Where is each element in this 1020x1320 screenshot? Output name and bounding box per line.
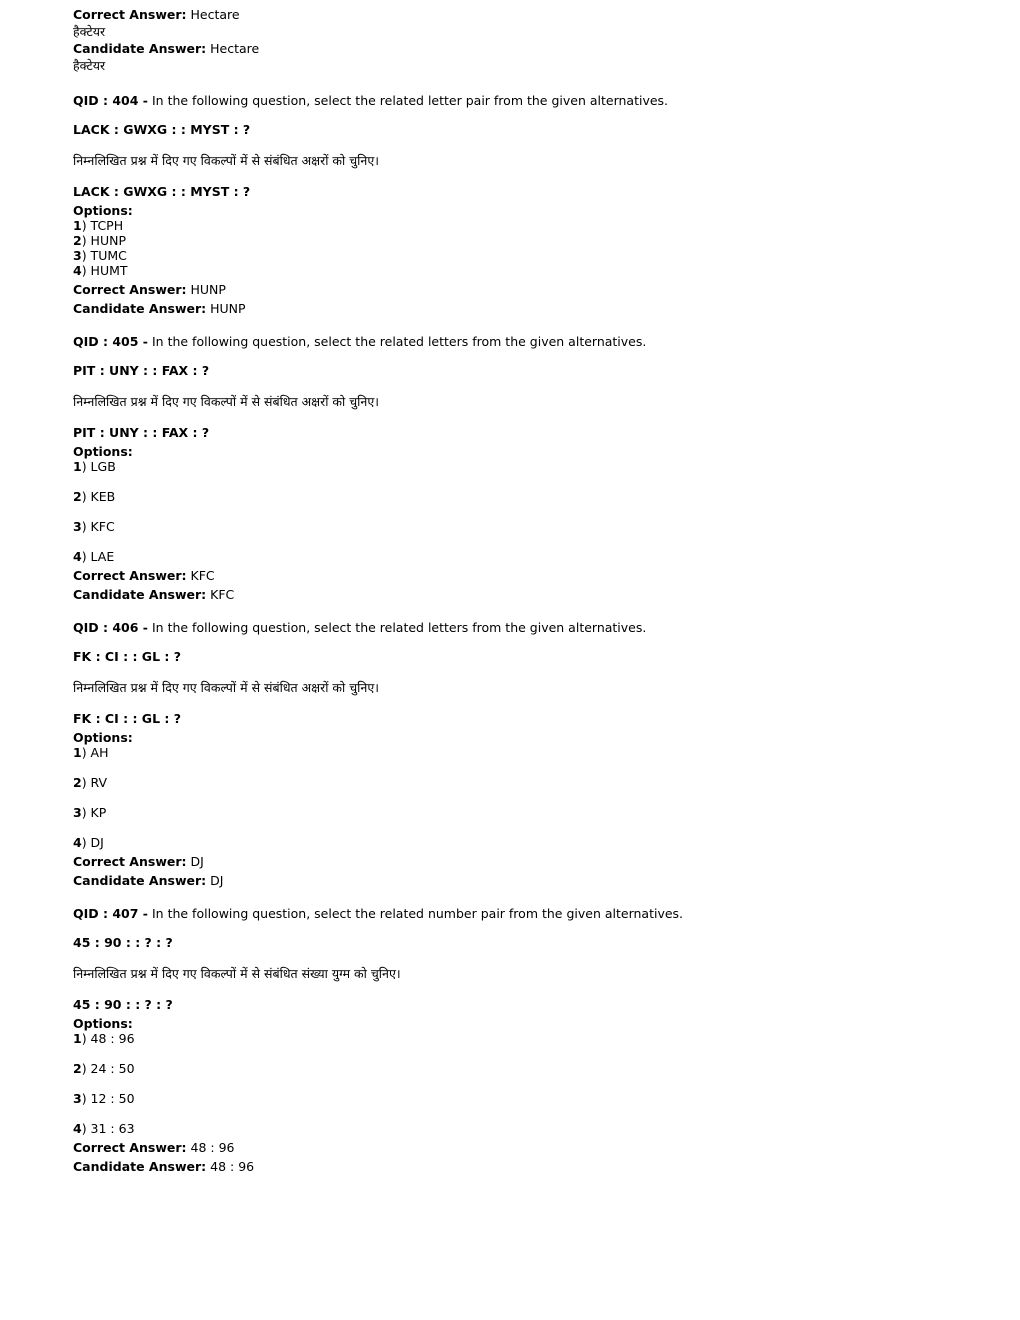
correct-answer-value: DJ — [190, 854, 204, 869]
options-label: Options: — [73, 1016, 133, 1031]
correct-answer-value: Hectare — [190, 7, 240, 22]
option-text: ) KP — [81, 805, 107, 820]
question-pattern: LACK : GWXG : : MYST : ? — [73, 122, 251, 137]
option-item — [73, 519, 973, 534]
question-pattern: PIT : UNY : : FAX : ? — [73, 363, 210, 378]
option-item — [73, 1031, 973, 1046]
option-text: ) 24 : 50 — [81, 1061, 135, 1076]
correct-answer-value: HUNP — [190, 282, 226, 297]
option-number: 1 — [73, 459, 82, 474]
candidate-answer-hindi: हैक्टेयर — [73, 58, 106, 73]
option-number: 3 — [73, 805, 82, 820]
correct-answer-line — [73, 854, 973, 869]
candidate-answer-value: DJ — [210, 873, 224, 888]
option-text: ) KFC — [81, 519, 115, 534]
option-number: 4 — [73, 835, 82, 850]
option-text: ) 48 : 96 — [81, 1031, 135, 1046]
question-header — [73, 334, 973, 349]
question-header — [73, 906, 973, 921]
qid-label: QID : 404 - — [73, 93, 148, 108]
option-number: 2 — [73, 1061, 82, 1076]
candidate-answer-line — [73, 301, 973, 316]
option-number: 1 — [73, 1031, 82, 1046]
correct-answer-label: Correct Answer: — [73, 282, 187, 297]
question-block — [73, 620, 973, 888]
question-text: In the following question, select the related letters from the given alternatives. — [151, 334, 647, 349]
option-item — [73, 805, 973, 820]
correct-answer-line — [73, 282, 973, 297]
question-hindi: निम्नलिखित प्रश्न में दिए गए विकल्पों में से संबंधित संख्या युग्म को चुनिए। — [73, 966, 401, 981]
question-text: In the following question, select the related letters from the given alternatives. — [151, 620, 647, 635]
question-text: In the following question, select the related number pair from the given alternatives. — [151, 906, 684, 921]
candidate-answer-label: Candidate Answer: — [73, 587, 207, 602]
candidate-answer-label: Candidate Answer: — [73, 41, 207, 56]
candidate-answer-label: Candidate Answer: — [73, 1159, 207, 1174]
correct-answer-label: Correct Answer: — [73, 854, 187, 869]
option-number: 2 — [73, 233, 82, 248]
question-pattern: FK : CI : : GL : ? — [73, 649, 181, 664]
question-block — [73, 906, 973, 1174]
option-text: ) TUMC — [81, 248, 127, 263]
option-item — [73, 1061, 973, 1076]
option-item — [73, 1091, 973, 1106]
candidate-answer-line — [73, 41, 973, 56]
document — [73, 7, 973, 1174]
option-text: ) 12 : 50 — [81, 1091, 135, 1106]
options-label: Options: — [73, 444, 133, 459]
qid-label: QID : 405 - — [73, 334, 148, 349]
question-block — [73, 334, 973, 602]
option-text: ) LGB — [81, 459, 116, 474]
option-text: ) KEB — [81, 489, 116, 504]
candidate-answer-line — [73, 873, 973, 888]
option-item — [73, 233, 973, 248]
candidate-answer-label: Candidate Answer: — [73, 873, 207, 888]
qid-label: QID : 406 - — [73, 620, 148, 635]
option-item — [73, 263, 973, 278]
option-number: 3 — [73, 248, 82, 263]
option-text: ) TCPH — [81, 218, 124, 233]
option-text: ) HUNP — [81, 233, 126, 248]
question-block — [73, 93, 973, 316]
option-number: 3 — [73, 519, 82, 534]
qid-label: QID : 407 - — [73, 906, 148, 921]
options-label: Options: — [73, 203, 133, 218]
option-text: ) RV — [81, 775, 108, 790]
question-pattern-hindi: PIT : UNY : : FAX : ? — [73, 425, 210, 440]
candidate-answer-value: HUNP — [210, 301, 246, 316]
option-item — [73, 775, 973, 790]
option-item — [73, 248, 973, 263]
correct-answer-line — [73, 7, 973, 22]
option-item — [73, 459, 973, 474]
question-header — [73, 620, 973, 635]
option-number: 4 — [73, 1121, 82, 1136]
option-number: 3 — [73, 1091, 82, 1106]
candidate-answer-line — [73, 587, 973, 602]
option-item — [73, 489, 973, 504]
question-header — [73, 93, 973, 108]
option-item — [73, 549, 973, 564]
correct-answer-value: KFC — [190, 568, 215, 583]
options-label: Options: — [73, 730, 133, 745]
previous-answer-block — [73, 7, 973, 75]
candidate-answer-value: KFC — [210, 587, 235, 602]
correct-answer-label: Correct Answer: — [73, 568, 187, 583]
option-item — [73, 835, 973, 850]
option-item — [73, 1121, 973, 1136]
question-hindi: निम्नलिखित प्रश्न में दिए गए विकल्पों में से संबंधित अक्षरों को चुनिए। — [73, 680, 380, 695]
candidate-answer-line — [73, 1159, 973, 1174]
option-number: 4 — [73, 263, 82, 278]
candidate-answer-label: Candidate Answer: — [73, 301, 207, 316]
question-hindi: निम्नलिखित प्रश्न में दिए गए विकल्पों में से संबंधित अक्षरों को चुनिए। — [73, 153, 380, 168]
option-text: ) HUMT — [81, 263, 128, 278]
question-pattern: 45 : 90 : : ? : ? — [73, 935, 173, 950]
option-number: 1 — [73, 745, 82, 760]
question-pattern-hindi: FK : CI : : GL : ? — [73, 711, 181, 726]
correct-answer-value: 48 : 96 — [190, 1140, 235, 1155]
correct-answer-hindi: हैक्टेयर — [73, 24, 106, 39]
option-text: ) DJ — [81, 835, 104, 850]
correct-answer-label: Correct Answer: — [73, 1140, 187, 1155]
option-number: 2 — [73, 489, 82, 504]
option-item — [73, 745, 973, 760]
option-number: 4 — [73, 549, 82, 564]
correct-answer-line — [73, 1140, 973, 1155]
option-text: ) AH — [81, 745, 109, 760]
candidate-answer-value: Hectare — [210, 41, 260, 56]
option-text: ) 31 : 63 — [81, 1121, 135, 1136]
option-number: 2 — [73, 775, 82, 790]
option-number: 1 — [73, 218, 82, 233]
correct-answer-line — [73, 568, 973, 583]
question-hindi: निम्नलिखित प्रश्न में दिए गए विकल्पों में से संबंधित अक्षरों को चुनिए। — [73, 394, 380, 409]
question-pattern-hindi: 45 : 90 : : ? : ? — [73, 997, 173, 1012]
candidate-answer-value: 48 : 96 — [210, 1159, 255, 1174]
option-item — [73, 218, 973, 233]
question-pattern-hindi: LACK : GWXG : : MYST : ? — [73, 184, 251, 199]
question-text: In the following question, select the related letter pair from the given alternatives. — [151, 93, 669, 108]
correct-answer-label: Correct Answer: — [73, 7, 187, 22]
option-text: ) LAE — [81, 549, 115, 564]
